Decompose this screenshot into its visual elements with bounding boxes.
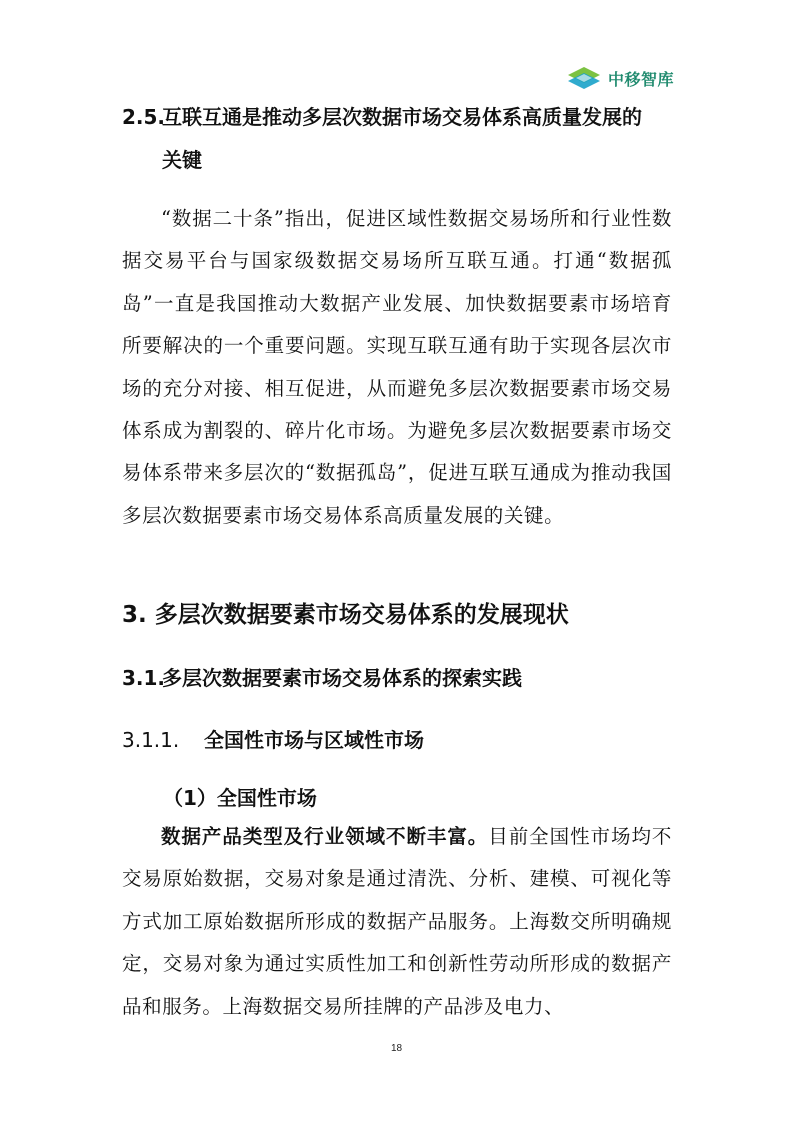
header-logo xyxy=(566,63,674,93)
section-2-5-heading xyxy=(122,107,642,127)
section-3-1-title: 多层次数据要素市场交易体系的探索实践 xyxy=(162,666,522,690)
national-market-lead: 数据产品类型及行业领域不断丰富。 xyxy=(161,825,489,848)
logo-text: 中移智库 xyxy=(608,69,675,89)
section-2-5-title-line2: 关键 xyxy=(162,148,202,172)
logo-icon xyxy=(566,63,602,93)
section-3-heading: 3. 多层次数据要素市场交易体系的发展现状 xyxy=(122,602,569,628)
section-2-5-number: 2.5. xyxy=(122,105,166,129)
section-2-5-title-line1: 互联互通是推动多层次数据市场交易体系高质量发展的 xyxy=(162,105,642,129)
national-market-text: 目前全国性市场均不交易原始数据，交易对象是通过清洗、分析、建模、可视化等方式加工原始数据所形成的数据产品服务。上海数交所明确规定，交易对象为通过实质性加工和创新性劳动所形成的数据产品和服务。上海数据交易所挂牌的产品涉及电力、 xyxy=(122,825,672,1018)
section-3-1-heading xyxy=(122,668,522,688)
page-number: 18 xyxy=(390,1043,403,1054)
national-market-paragraph xyxy=(122,816,672,1028)
section-3-1-number: 3.1. xyxy=(122,666,166,690)
subsection-1-heading: （1）全国性市场 xyxy=(163,786,317,810)
section-3-1-1-heading xyxy=(122,729,424,751)
section-3-1-1-number: 3.1.1. xyxy=(122,728,180,752)
section-3-1-1-title: 全国性市场与区域性市场 xyxy=(204,728,424,752)
section-2-5-paragraph: “数据二十条”指出，促进区域性数据交易场所和行业性数据交易平台与国家级数据交易场所互联互通。打通“数据孤岛”一直是我国推动大数据产业发展、加快数据要素市场培育所要解决的一个重要问题。实现互联互通有助于实现各层次市场的充分对接、相互促进，从而避免多层次数据要素市场交易体系成为割裂的、碎片化市场。为避免多层次数据要素市场交易体系带来多层次的“数据孤岛”，促进互联互通成为推动我国多层次数据要素市场交易体系高质量发展的关键。 xyxy=(122,207,672,527)
